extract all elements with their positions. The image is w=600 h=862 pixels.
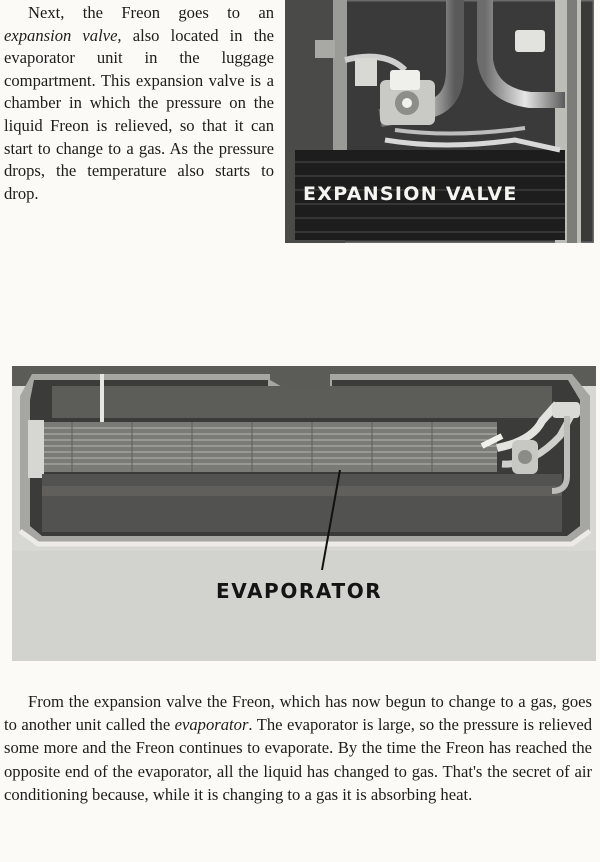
intro-paragraph <box>4 2 274 205</box>
evaporator-photo <box>12 366 596 661</box>
expansion-valve-label: EXPANSION VALVE <box>303 183 518 205</box>
intro-text-2: also located in the evaporator unit in the luggage compartment. This expansion valve is a chamber in which the pressure on the liquid Freon is relieved, so that it can start to change to a gas. As the pressure drops, the temperature also starts to drop. <box>4 25 274 203</box>
evaporator-paragraph <box>4 690 592 806</box>
evaporator-label: EVAPORATOR <box>216 579 383 603</box>
intro-text-1: Next, the Freon goes to an <box>28 3 274 22</box>
evap-text-1: From the expansion valve the Freon, which has now begun to change to a gas, goes to another unit called the <box>4 692 592 735</box>
evap-emphasis: evaporator <box>174 715 249 735</box>
expansion-valve-photo <box>285 0 594 243</box>
intro-emphasis: expansion valve, <box>4 25 122 45</box>
evap-text-2: . The evaporator is large, so the pressure is relieved some more and the Freon continues to evaporate. By the time the Freon has reached the opposite end of the evaporator, all the liquid has changed to gas. That's the secret of air conditioning because, while it is changing to a gas it is absorbing heat. <box>4 715 593 804</box>
